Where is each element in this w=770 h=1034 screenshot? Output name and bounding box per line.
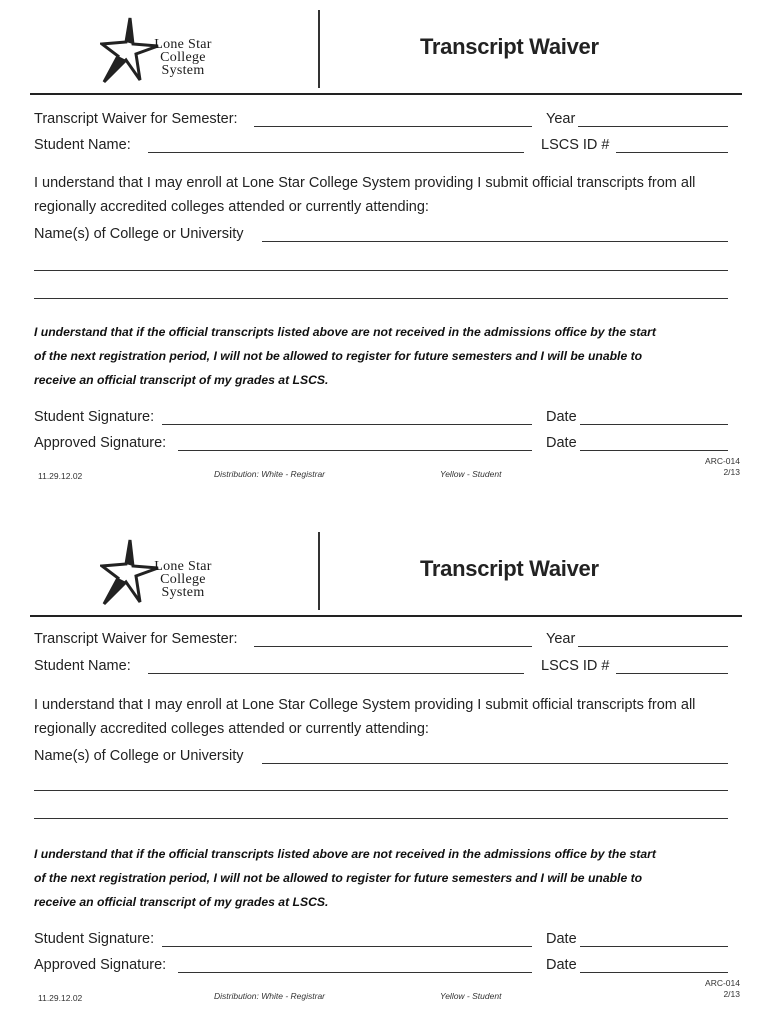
colleges-field-1[interactable] [262,241,728,242]
intro-paragraph [34,693,734,741]
date-label-2: Date [546,957,577,973]
logo-wordmark [148,38,218,77]
lscs-id-label: LSCS ID # [541,137,610,153]
student-name-label: Student Name: [34,658,131,674]
intro-line-2: regionally accredited colleges attended or currently attending: [34,721,429,737]
distribution-white: Distribution: White - Registrar [214,991,326,1001]
approved-signature-label: Approved Signature: [34,435,167,451]
notice-line-1: I understand that if the official transcripts listed above are not received in the admissions office by the start [34,847,656,861]
notice-line-1: I understand that if the official transcripts listed above are not received in the admissions office by the start [34,325,656,339]
form-revision: 2/13 [723,467,740,477]
intro-line-2: regionally accredited colleges attended or currently attending: [34,199,429,215]
colleges-label: Name(s) of College or University [34,748,244,764]
logo-line-2: College [160,50,206,65]
header-divider [318,10,320,88]
form-revision: 2/13 [723,989,740,999]
intro-line-1: I understand that I may enroll at Lone Star College System providing I submit official transcripts from all [34,697,696,713]
notice-line-2: of the next registration period, I will not be allowed to register for future semesters and I will be unable to [34,349,643,363]
date-label-1: Date [546,409,577,425]
lscs-id-field[interactable] [616,152,728,153]
semester-label: Transcript Waiver for Semester: [34,631,238,647]
date-code: 11.29.12.02 [38,993,83,1003]
date-label-1: Date [546,931,577,947]
colleges-field-2[interactable] [34,790,728,791]
colleges-field-3[interactable] [34,818,728,819]
distribution-white: Distribution: White - Registrar [214,469,326,479]
logo-wordmark [148,560,218,599]
intro-paragraph [34,171,734,219]
year-field[interactable] [578,646,728,647]
date-field-2[interactable] [580,450,728,451]
date-field-1[interactable] [580,424,728,425]
notice-paragraph [34,842,746,914]
logo-line-2: College [160,572,206,587]
header-rule [30,615,742,617]
student-name-label: Student Name: [34,137,131,153]
student-signature-label: Student Signature: [34,409,155,425]
form-code-block [680,456,740,478]
semester-field[interactable] [254,126,532,127]
colleges-field-2[interactable] [34,270,728,271]
lscs-id-label: LSCS ID # [541,658,610,674]
notice-paragraph [34,320,746,392]
intro-line-1: I understand that I may enroll at Lone Star College System providing I submit official transcripts from all [34,175,696,191]
semester-label: Transcript Waiver for Semester: [34,111,238,127]
date-label-2: Date [546,435,577,451]
approved-signature-field[interactable] [178,972,532,973]
colleges-field-1[interactable] [262,763,728,764]
student-name-field[interactable] [148,673,524,674]
student-name-field[interactable] [148,152,524,153]
year-field[interactable] [578,126,728,127]
notice-line-3: receive an official transcript of my grades at LSCS. [34,373,329,387]
form-code-block [680,978,740,1000]
approved-signature-field[interactable] [178,450,532,451]
logo-line-3: System [161,585,205,600]
date-field-2[interactable] [580,972,728,973]
notice-line-2: of the next registration period, I will not be allowed to register for future semesters and I will be unable to [34,871,643,885]
student-signature-field[interactable] [162,946,532,947]
header-divider [318,532,320,610]
logo-line-1: Lone Star [154,37,212,52]
student-signature-field[interactable] [162,424,532,425]
approved-signature-label: Approved Signature: [34,957,167,973]
date-field-1[interactable] [580,946,728,947]
colleges-field-3[interactable] [34,298,728,299]
student-signature-label: Student Signature: [34,931,155,947]
form-title: Transcript Waiver [420,556,599,581]
logo-line-3: System [161,63,205,78]
date-code: 11.29.12.02 [38,471,83,481]
lscs-id-field[interactable] [616,673,728,674]
notice-line-3: receive an official transcript of my grades at LSCS. [34,895,329,909]
colleges-label: Name(s) of College or University [34,226,244,242]
semester-field[interactable] [254,646,532,647]
header-rule [30,93,742,95]
year-label: Year [546,631,576,647]
logo-line-1: Lone Star [154,559,212,574]
year-label: Year [546,111,576,127]
lone-star-college-logo [100,538,250,608]
form-code: ARC-014 [705,456,740,466]
transcript-waiver-form-2 [0,522,770,1034]
transcript-waiver-form-1 [0,0,770,512]
form-title: Transcript Waiver [420,34,599,59]
distribution-yellow: Yellow - Student [440,991,502,1001]
form-code: ARC-014 [705,978,740,988]
lone-star-college-logo [100,16,250,86]
distribution-yellow: Yellow - Student [440,469,502,479]
